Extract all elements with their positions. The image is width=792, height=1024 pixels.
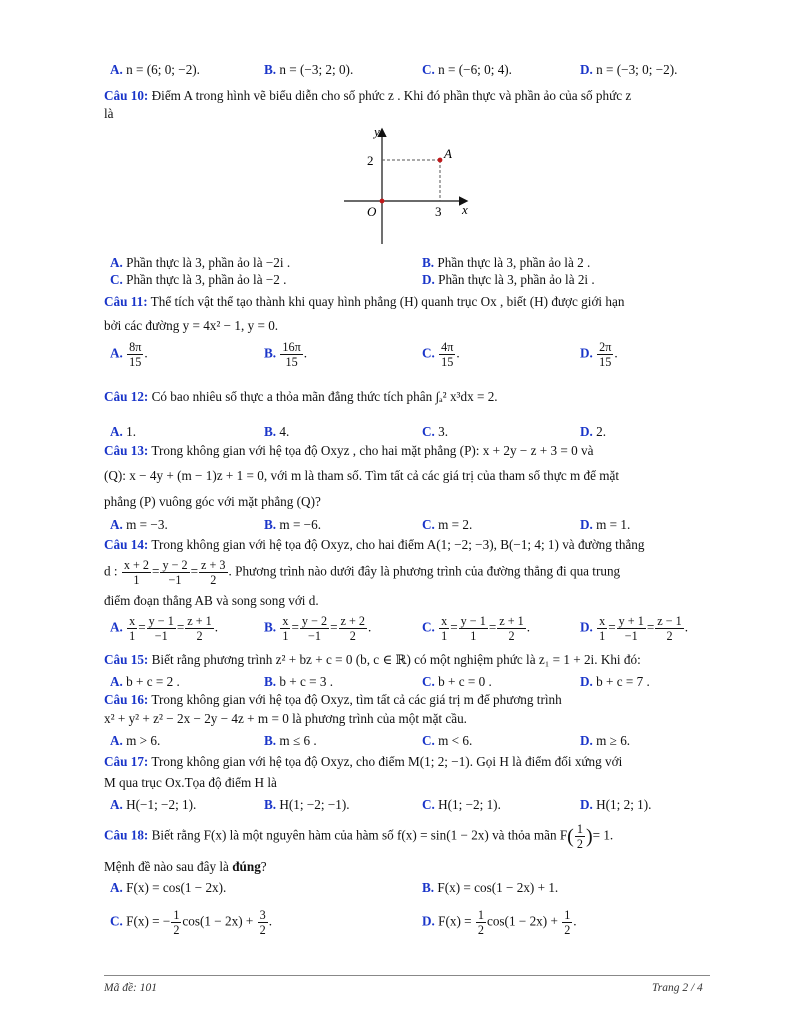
q10-option-d: D. Phần thực là 3, phần ảo là 2i . (422, 272, 595, 287)
integral-expression: ∫ₐ² x³dx = 2. (435, 389, 498, 404)
q18-option-d: D. F(x) = $\frac{1}{2}$ cos(1 − 2x) + $\frac{1}{2}$ . (422, 908, 577, 937)
q11-option-d: D. $\frac{2\pi}{15}$ . (580, 340, 618, 369)
q17-option-c: C. H(1; −2; 1). (422, 797, 501, 812)
option-label: C. (422, 62, 435, 77)
q11-option-c: C. $\frac{4\pi}{15}$ . (422, 340, 460, 369)
q18-option-b: B. F(x) = cos(1 − 2x) + 1. (422, 880, 559, 895)
q16-stem-line2: x² + y² + z² − 2x − 2y − 4z + m = 0 là phương trình của một mặt cầu. (104, 711, 467, 726)
option-label: A. (110, 62, 123, 77)
origin-point (380, 199, 385, 204)
q11-option-a: A. $\frac{8\pi}{15}$ . (110, 340, 148, 369)
q18-option-c: C. F(x) = − $\frac{1}{2}$ cos(1 − 2x) + $\frac{3}{2}$ . (110, 908, 273, 937)
q15-option-a: A. b + c = 2 . (110, 674, 180, 689)
q17-stem-line2: M qua trục Ox.Tọa độ điểm H là (104, 775, 277, 790)
x-tick-label: 3 (435, 204, 442, 219)
q14-option-a: A. $\frac{x}{1}$ = $\frac{y - 1}{-1}$ = $\frac{z + 1}{2}$ . (110, 614, 219, 643)
question-label: Câu 10: (104, 88, 149, 103)
q14-stem-line1: Câu 14: Trong không gian với hệ tọa độ Oxyz, cho hai điểm A(1; −2; −3), B(−1; 4; 1) và đường thẳng (104, 537, 645, 552)
q10-option-a: A. Phần thực là 3, phần ảo là −2i . (110, 255, 291, 270)
q16-option-a: A. m > 6. (110, 733, 161, 748)
q13-stem-line1: Câu 13: Trong không gian với hệ tọa độ Oxyz , cho hai mặt phẳng (P): x + 2y − z + 3 = 0 và (104, 443, 594, 458)
footer-divider (104, 975, 710, 976)
option-label: D. (580, 62, 593, 77)
q12-option-d: D. 2. (580, 424, 607, 439)
q13-option-a: A. m = −3. (110, 517, 168, 532)
q17-stem-line1: Câu 17: Trong không gian với hệ tọa độ Oxyz, cho điểm M(1; 2; −1). Gọi H là điểm đối xứng với (104, 754, 623, 769)
option-text: n = (−3; 0; −2). (596, 62, 678, 77)
point-a (438, 158, 443, 163)
q10-stem-line1 (104, 88, 631, 104)
q18-stem-line2: Mệnh đề nào sau đây là đúng? (104, 859, 267, 874)
q15-stem: Câu 15: Biết rằng phương trình z² + bz + c = 0 (b, c ∈ ℝ) có một nghiệm phức là z₁ = 1 + 2i. Khi đó: (104, 652, 641, 667)
q13-option-d: D. m = 1. (580, 517, 631, 532)
y-tick-label: 2 (367, 153, 374, 168)
q18-stem-line1: Câu 18: Biết rằng F(x) là một nguyên hàm của hàm số f(x) = sin(1 − 2x) và thỏa mãn F( $\frac{1}{2}$ )= 1. (104, 822, 614, 851)
option-text: n = (−3; 2; 0). (279, 62, 354, 77)
q12-option-a: A. 1. (110, 424, 137, 439)
q15-option-b: B. b + c = 3 . (264, 674, 334, 689)
q16-option-d: D. m ≥ 6. (580, 733, 631, 748)
q14-stem-line2: d : $\frac{x + 2}{1}$ = $\frac{y - 2}{-1}$ = $\frac{z + 3}{2}$ . Phương trình nào dưới đây là phương trình của đường thẳng đi qua trung (104, 558, 621, 587)
q10-option-b: B. Phần thực là 3, phần ảo là 2 . (422, 255, 591, 270)
q18-option-a: A. F(x) = cos(1 − 2x). (110, 880, 227, 895)
origin-label: O (367, 204, 377, 219)
option-text: n = (6; 0; −2). (126, 62, 200, 77)
q17-option-d: D. H(1; 2; 1). (580, 797, 652, 812)
q14-option-c: C. $\frac{x}{1}$ = $\frac{y - 1}{1}$ = $\frac{z + 1}{2}$ . (422, 614, 531, 643)
question-text: Điểm A trong hình vẽ biểu diễn cho số phức z . Khi đó phần thực và phần ảo của số phức z (151, 88, 632, 103)
q13-option-b: B. m = −6. (264, 517, 322, 532)
q17-option-b: B. H(1; −2; −1). (264, 797, 350, 812)
y-axis-label: y (374, 124, 380, 139)
q16-stem-line1: Câu 16: Trong không gian với hệ tọa độ Oxyz, tìm tất cả các giá trị m để phương trình (104, 692, 562, 707)
q9-option-a (110, 62, 200, 78)
q12-option-b: B. 4. (264, 424, 290, 439)
option-label: B. (264, 62, 277, 77)
q16-option-c: C. m < 6. (422, 733, 473, 748)
q15-option-c: C. b + c = 0 . (422, 674, 492, 689)
q9-option-c (422, 62, 512, 78)
q11-stem-line1: Câu 11: Thể tích vật thể tạo thành khi quay hình phẳng (H) quanh trục Ox , biết (H) được giới hạn (104, 294, 625, 309)
q14-option-d: D. $\frac{x}{1}$ = $\frac{y + 1}{-1}$ = $\frac{z - 1}{2}$ . (580, 614, 689, 643)
q16-option-b: B. m ≤ 6 . (264, 733, 317, 748)
x-axis-label: x (462, 202, 468, 217)
q14-option-b: B. $\frac{x}{1}$ = $\frac{y - 2}{-1}$ = $\frac{z + 2}{2}$ . (264, 614, 372, 643)
q9-option-b (264, 62, 353, 78)
q13-stem-line3: phẳng (P) vuông góc với mặt phẳng (Q)? (104, 494, 321, 509)
footer-exam-code: Mã đề: 101 (104, 982, 158, 994)
q15-option-d: D. b + c = 7 . (580, 674, 650, 689)
complex-plane-graph (334, 124, 484, 249)
q10-option-c: C. Phần thực là 3, phần ảo là −2 . (110, 272, 287, 287)
q12-option-c: C. 3. (422, 424, 449, 439)
q10-stem-line2: là (104, 106, 114, 121)
footer-page-number: Trang 2 / 4 (652, 982, 703, 994)
point-a-label: A (444, 146, 452, 161)
q9-option-d (580, 62, 677, 78)
q13-option-c: C. m = 2. (422, 517, 473, 532)
q14-stem-line3: điểm đoạn thẳng AB và song song với d. (104, 593, 319, 608)
q12-stem: Câu 12: Có bao nhiêu số thực a thỏa mãn đẳng thức tích phân ∫ₐ² x³dx = 2. (104, 389, 498, 404)
q17-option-a: A. H(−1; −2; 1). (110, 797, 197, 812)
q11-option-b: B. $\frac{16\pi}{15}$ . (264, 340, 308, 369)
q13-stem-line2: (Q): x − 4y + (m − 1)z + 1 = 0, với m là tham số. Tìm tất cả các giá trị của tham số thực m để mặt (104, 468, 620, 483)
q11-stem-line2: bởi các đường y = 4x² − 1, y = 0. (104, 318, 279, 333)
option-text: n = (−6; 0; 4). (438, 62, 512, 77)
